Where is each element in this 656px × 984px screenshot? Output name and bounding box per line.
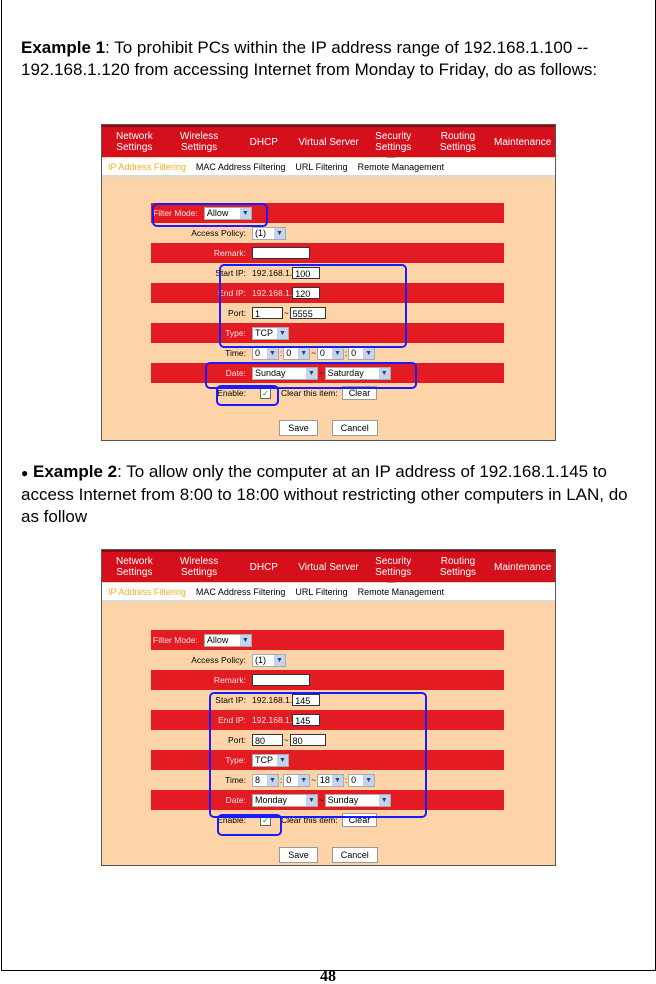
end-ip-label: End IP: — [218, 715, 246, 725]
remark-row — [151, 670, 504, 690]
example-2-paragraph — [21, 461, 641, 528]
type-select-value: TCP — [255, 328, 273, 338]
filter-mode-select-value: Allow — [206, 635, 229, 645]
end-ip-input[interactable]: 145 — [292, 714, 320, 726]
screenshot-example-1 — [101, 124, 556, 441]
start-ip-input[interactable]: 100 — [292, 267, 320, 279]
colon: : — [280, 775, 283, 785]
nav-tab-routing-settings[interactable]: Routing Settings — [439, 556, 477, 578]
start-ip-prefix: 192.168.1. — [252, 695, 293, 705]
type-select-value: TCP — [255, 755, 273, 765]
date-label: Date: — [225, 368, 246, 378]
start-hour-select-value: 0 — [255, 348, 261, 358]
port-label: Port: — [228, 308, 246, 318]
tilde: ~ — [311, 348, 316, 358]
example-2-text: : To allow only the computer at an IP address of 192.168.1.145 to access Internet from 8:00 to 18:00 without restricting other computers in LAN, do as follow — [21, 462, 628, 526]
start-hour-select-value: 8 — [255, 775, 261, 785]
nav-tab-dhcp[interactable]: DHCP — [249, 136, 278, 148]
nav-tab-dhcp[interactable]: DHCP — [249, 561, 278, 573]
form-buttons — [102, 847, 555, 863]
remark-label: Remark: — [213, 248, 246, 258]
colon: : — [280, 348, 283, 358]
end-ip-prefix: 192.168.1. — [252, 288, 293, 298]
end-ip-label: End IP: — [218, 288, 246, 298]
top-nav — [102, 125, 555, 157]
enable-checkbox[interactable]: ✓ — [260, 815, 271, 826]
top-nav — [102, 550, 555, 582]
clear-item-label: Clear this item: — [281, 388, 338, 398]
chevron-down-icon: ▼ — [267, 348, 278, 359]
enable-label: Enable: — [217, 815, 246, 825]
clear-item-label: Clear this item: — [281, 815, 338, 825]
subnav-mac-address-filtering[interactable]: MAC Address Filtering — [195, 586, 286, 597]
chevron-down-icon: ▼ — [363, 775, 374, 786]
port-to-input[interactable]: 5555 — [290, 307, 326, 319]
type-label: Type: — [225, 755, 246, 765]
port-label: Port: — [228, 735, 246, 745]
remark-label: Remark: — [213, 675, 246, 685]
remark-input[interactable] — [252, 674, 310, 686]
enable-checkbox[interactable]: ✓ — [260, 388, 271, 399]
enable-label: Enable: — [217, 388, 246, 398]
nav-tab-network-settings[interactable]: Network Settings — [116, 131, 153, 153]
access-policy-label: Access Policy: — [191, 228, 246, 238]
access-policy-select[interactable] — [252, 654, 286, 667]
subnav-ip-address-filtering[interactable]: IP Address Filtering — [108, 161, 186, 172]
port-to-input[interactable]: 80 — [290, 734, 326, 746]
nav-tab-wireless-settings[interactable]: Wireless Settings — [179, 131, 219, 153]
end-hour-select[interactable] — [317, 347, 344, 360]
chevron-down-icon: ▼ — [298, 348, 309, 359]
date-label: Date: — [225, 795, 246, 805]
type-label: Type: — [225, 328, 246, 338]
start-hour-select[interactable] — [252, 347, 279, 360]
subnav-url-filtering[interactable]: URL Filtering — [295, 161, 348, 172]
chevron-down-icon: ▼ — [363, 348, 374, 359]
access-policy-label: Access Policy: — [191, 655, 246, 665]
end-hour-select-value: 0 — [319, 348, 325, 358]
tilde: ~ — [319, 795, 324, 805]
chevron-down-icon: ▼ — [306, 368, 317, 379]
start-minute-select[interactable] — [283, 347, 310, 360]
sub-nav — [102, 583, 555, 602]
filter-mode-select[interactable] — [204, 634, 252, 647]
colon: : — [344, 775, 348, 785]
highlight-box — [217, 814, 282, 836]
save-button[interactable]: Save — [279, 847, 318, 863]
nav-tab-security-settings[interactable]: Security Settings — [375, 556, 412, 578]
tilde: ~ — [284, 308, 289, 318]
date-to-select-value: Sunday — [327, 795, 359, 805]
start-ip-label: Start IP: — [215, 268, 246, 278]
chevron-down-icon: ▼ — [332, 348, 343, 359]
nav-tab-maintenance[interactable]: Maintenance — [494, 136, 552, 148]
end-ip-input[interactable]: 120 — [292, 287, 320, 299]
chevron-down-icon: ▼ — [277, 755, 288, 766]
chevron-down-icon: ▼ — [274, 228, 285, 239]
start-ip-prefix: 192.168.1. — [252, 268, 293, 278]
example-1-heading: Example 1 — [21, 38, 106, 57]
chevron-down-icon: ▼ — [306, 795, 317, 806]
nav-tab-maintenance[interactable]: Maintenance — [494, 561, 552, 573]
nav-tab-wireless-settings[interactable]: Wireless Settings — [179, 556, 219, 578]
save-button[interactable]: Save — [279, 420, 318, 436]
start-ip-input[interactable]: 145 — [292, 694, 320, 706]
bullet: ● — [21, 466, 29, 480]
start-minute-select-value: 0 — [286, 775, 292, 785]
port-from-input[interactable]: 1 — [252, 307, 283, 319]
screenshot-example-2 — [101, 549, 556, 866]
time-label: Time: — [225, 348, 246, 358]
example-1-text: : To prohibit PCs within the IP address range of 192.168.1.100 -- 192.168.1.120 from accessing Internet from Monday to Friday, do as follows: — [21, 38, 598, 79]
example-2-heading: Example 2 — [32, 462, 118, 481]
date-to-select-value: Saturday — [327, 368, 364, 378]
filter-mode-label: Filter Mode: — [153, 208, 198, 218]
time-controls — [252, 347, 375, 360]
date-from-select-value: Sunday — [255, 368, 286, 378]
chevron-down-icon: ▼ — [240, 635, 251, 646]
highlight-box — [152, 203, 268, 227]
access-policy-select-value: (1) — [255, 655, 266, 665]
chevron-down-icon: ▼ — [240, 208, 251, 219]
tilde: ~ — [311, 775, 316, 785]
chevron-down-icon: ▼ — [277, 328, 288, 339]
chevron-down-icon: ▼ — [379, 368, 390, 379]
chevron-down-icon: ▼ — [379, 795, 390, 806]
subnav-remote-management[interactable]: Remote Management — [357, 161, 445, 172]
access-policy-controls — [252, 654, 286, 667]
remark-input[interactable] — [252, 247, 310, 259]
nav-tab-routing-settings[interactable]: Routing Settings — [439, 131, 477, 153]
chevron-down-icon: ▼ — [298, 775, 309, 786]
chevron-down-icon: ▼ — [267, 775, 278, 786]
nav-tab-virtual-server[interactable]: Virtual Server — [298, 136, 359, 148]
subnav-url-filtering[interactable]: URL Filtering — [295, 586, 348, 597]
date-from-select-value: Monday — [255, 795, 288, 805]
filter-mode-label: Filter Mode: — [153, 635, 198, 645]
subnav-mac-address-filtering[interactable]: MAC Address Filtering — [195, 161, 286, 172]
remark-row — [151, 243, 504, 263]
time-label: Time: — [225, 775, 246, 785]
highlight-box — [216, 385, 279, 406]
filter-mode-select-value: Allow — [206, 208, 229, 218]
end-minute-select-value: 0 — [351, 348, 357, 358]
end-minute-select-value: 0 — [351, 775, 357, 785]
filter-mode-controls — [204, 634, 252, 647]
sub-nav — [102, 158, 555, 177]
chevron-down-icon: ▼ — [332, 775, 343, 786]
colon: : — [344, 348, 348, 358]
start-minute-select-value: 0 — [286, 348, 292, 358]
highlight-box — [219, 264, 407, 348]
access-policy-select-value: (1) — [255, 228, 266, 238]
tilde: ~ — [284, 735, 289, 745]
port-from-input[interactable]: 80 — [252, 734, 283, 746]
highlight-box — [209, 692, 427, 818]
form-buttons — [102, 420, 555, 436]
subnav-remote-management[interactable]: Remote Management — [357, 586, 445, 597]
subnav-ip-address-filtering[interactable]: IP Address Filtering — [108, 586, 186, 597]
cancel-button[interactable]: Cancel — [332, 420, 378, 436]
end-hour-select-value: 18 — [319, 775, 330, 785]
clear-button[interactable]: Clear — [342, 813, 378, 827]
nav-tab-network-settings[interactable]: Network Settings — [116, 556, 153, 578]
tilde: ~ — [319, 368, 324, 378]
access-policy-controls — [252, 227, 286, 240]
cancel-button[interactable]: Cancel — [332, 847, 378, 863]
example-1-paragraph — [21, 37, 641, 81]
nav-tab-virtual-server[interactable]: Virtual Server — [298, 561, 359, 573]
remark-controls — [252, 247, 310, 259]
filter-mode-row — [151, 630, 504, 650]
start-ip-label: Start IP: — [215, 695, 246, 705]
access-policy-row — [151, 650, 504, 670]
chevron-down-icon: ▼ — [274, 655, 285, 666]
page-number: 48 — [320, 968, 336, 984]
end-minute-select[interactable] — [348, 347, 375, 360]
end-ip-prefix: 192.168.1. — [252, 715, 293, 725]
clear-button[interactable]: Clear — [342, 386, 378, 400]
remark-controls — [252, 674, 310, 686]
access-policy-select[interactable] — [252, 227, 286, 240]
nav-tab-security-settings[interactable]: Security Settings — [375, 131, 412, 153]
